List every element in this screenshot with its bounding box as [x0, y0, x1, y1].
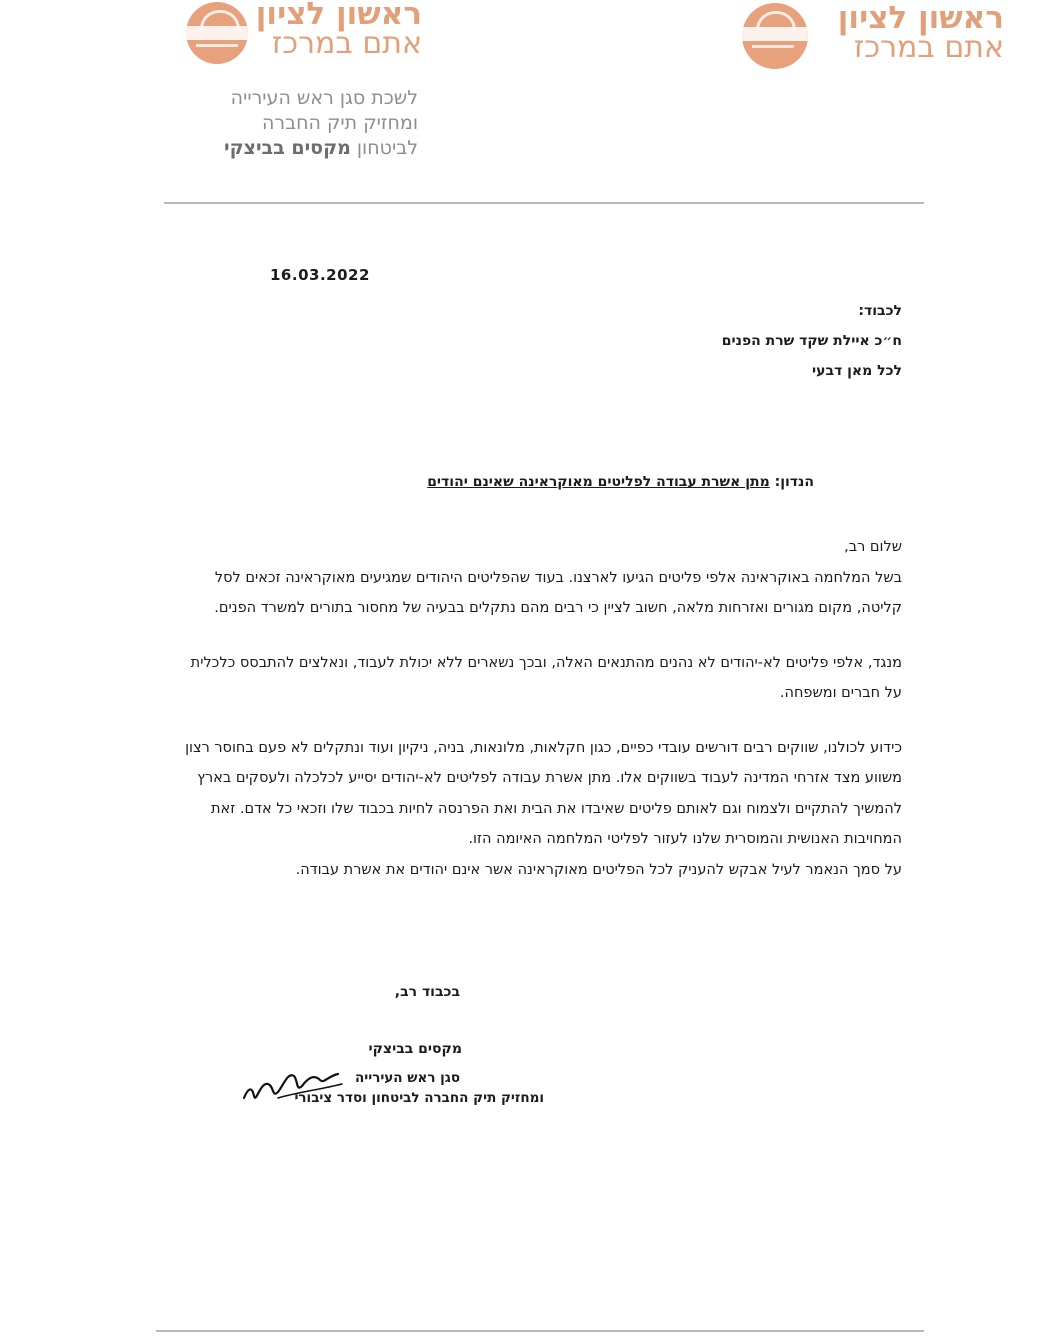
subject-line — [427, 474, 814, 490]
letter-body — [184, 532, 902, 885]
closing: בכבוד רב, — [394, 984, 460, 1000]
greeting: שלום רב, — [844, 539, 902, 555]
addressee-block — [722, 296, 902, 386]
logo-line2: אתם במרכז — [271, 26, 422, 61]
paragraph-3: כידוע לכולנו, שווקים רבים דורשים עובדי כפיים, כגון חקלאות, מלונאות, בניה, ניקיון ועוד ונתקלים לא פעם בחוסר רצון משווע מצד אזרחי המדינה לעבוד בשווקים אלו. מתן אשרת עבודה לפליטים לא-יהודים יסייע לכלכלה ולעסקים בארץ להמשיך להתקיים ולצמוח וגם לאותם פליטים שאיבדו את הבית ואת הפרנסה לחיות בכבוד שלו וזכאי כל אדם. זאת המחויבות האנושית והמוסרית שלנו לעזור לפליטי המלחמה האיומה הזו. — [185, 739, 902, 847]
signer-title-1: סגן ראש העירייה — [354, 1070, 460, 1086]
signer-name: מקסים בביצקי — [368, 1041, 462, 1057]
logo-right — [742, 0, 1004, 66]
city-emblem-icon — [186, 2, 248, 64]
office-line3-prefix: לביטחון — [356, 137, 418, 159]
all-regards: לכל מאן דבעי — [812, 363, 902, 379]
logo-line2: אתם במרכז — [853, 30, 1004, 65]
city-emblem-icon — [742, 3, 808, 69]
logo-line1: ראשון לציון — [255, 0, 422, 32]
signer-title-2: ומחזיק תיק החברה לביטחון וסדר ציבורי — [294, 1090, 544, 1106]
letter-date: 16.03.2022 — [270, 266, 370, 284]
paragraph-1: בשל המלחמה באוקראינה אלפי פליטים הגיעו לארצנו. בעוד שהפליטים היהודים שמגיעים מאוקראינה זכאים לסל קליטה, מקום מגורים ואזרחות מלאה, חשוב לציין כי רבים מהם נתקלים בבעיה של מחסור בתורים למשרד הפנים. — [214, 569, 902, 616]
logo-wordmark — [837, 0, 1004, 65]
header-divider — [164, 202, 924, 204]
recipient: ח״כ איילת שקד שרת הפנים — [721, 333, 902, 349]
office-line2: ומחזיק תיק החברה — [261, 112, 418, 134]
handwritten-signature — [238, 1062, 348, 1112]
subject-label: הנדון: — [774, 474, 814, 490]
office-line3 — [224, 136, 418, 161]
subject-text: מתן אשרת עבודה לפליטים מאוקראינה שאינם יהודים — [427, 474, 770, 490]
logo-line1: ראשון לציון — [837, 0, 1004, 36]
office-line3-name: מקסים בביצקי — [223, 137, 351, 159]
paragraph-4: על סמך הנאמר לעיל אבקש להעניק לכל הפליטים מאוקראינה אשר אינם יהודים את אשרת עבודה. — [295, 861, 902, 878]
to-label: לכבוד: — [858, 303, 902, 319]
logo-left — [186, 0, 422, 66]
paragraph-2: מנגד, אלפי פליטים לא-יהודים לא נהנים מהתנאים האלה, ובכך נשארים ללא יכולת לעבוד, ונאלצים להתבסס כלכלית על חברים ומשפחה. — [190, 654, 902, 701]
office-line1: לשכת סגן ראש העירייה — [230, 87, 418, 109]
logo-wordmark — [255, 0, 422, 61]
office-header — [224, 86, 418, 161]
footer-divider — [156, 1330, 924, 1332]
